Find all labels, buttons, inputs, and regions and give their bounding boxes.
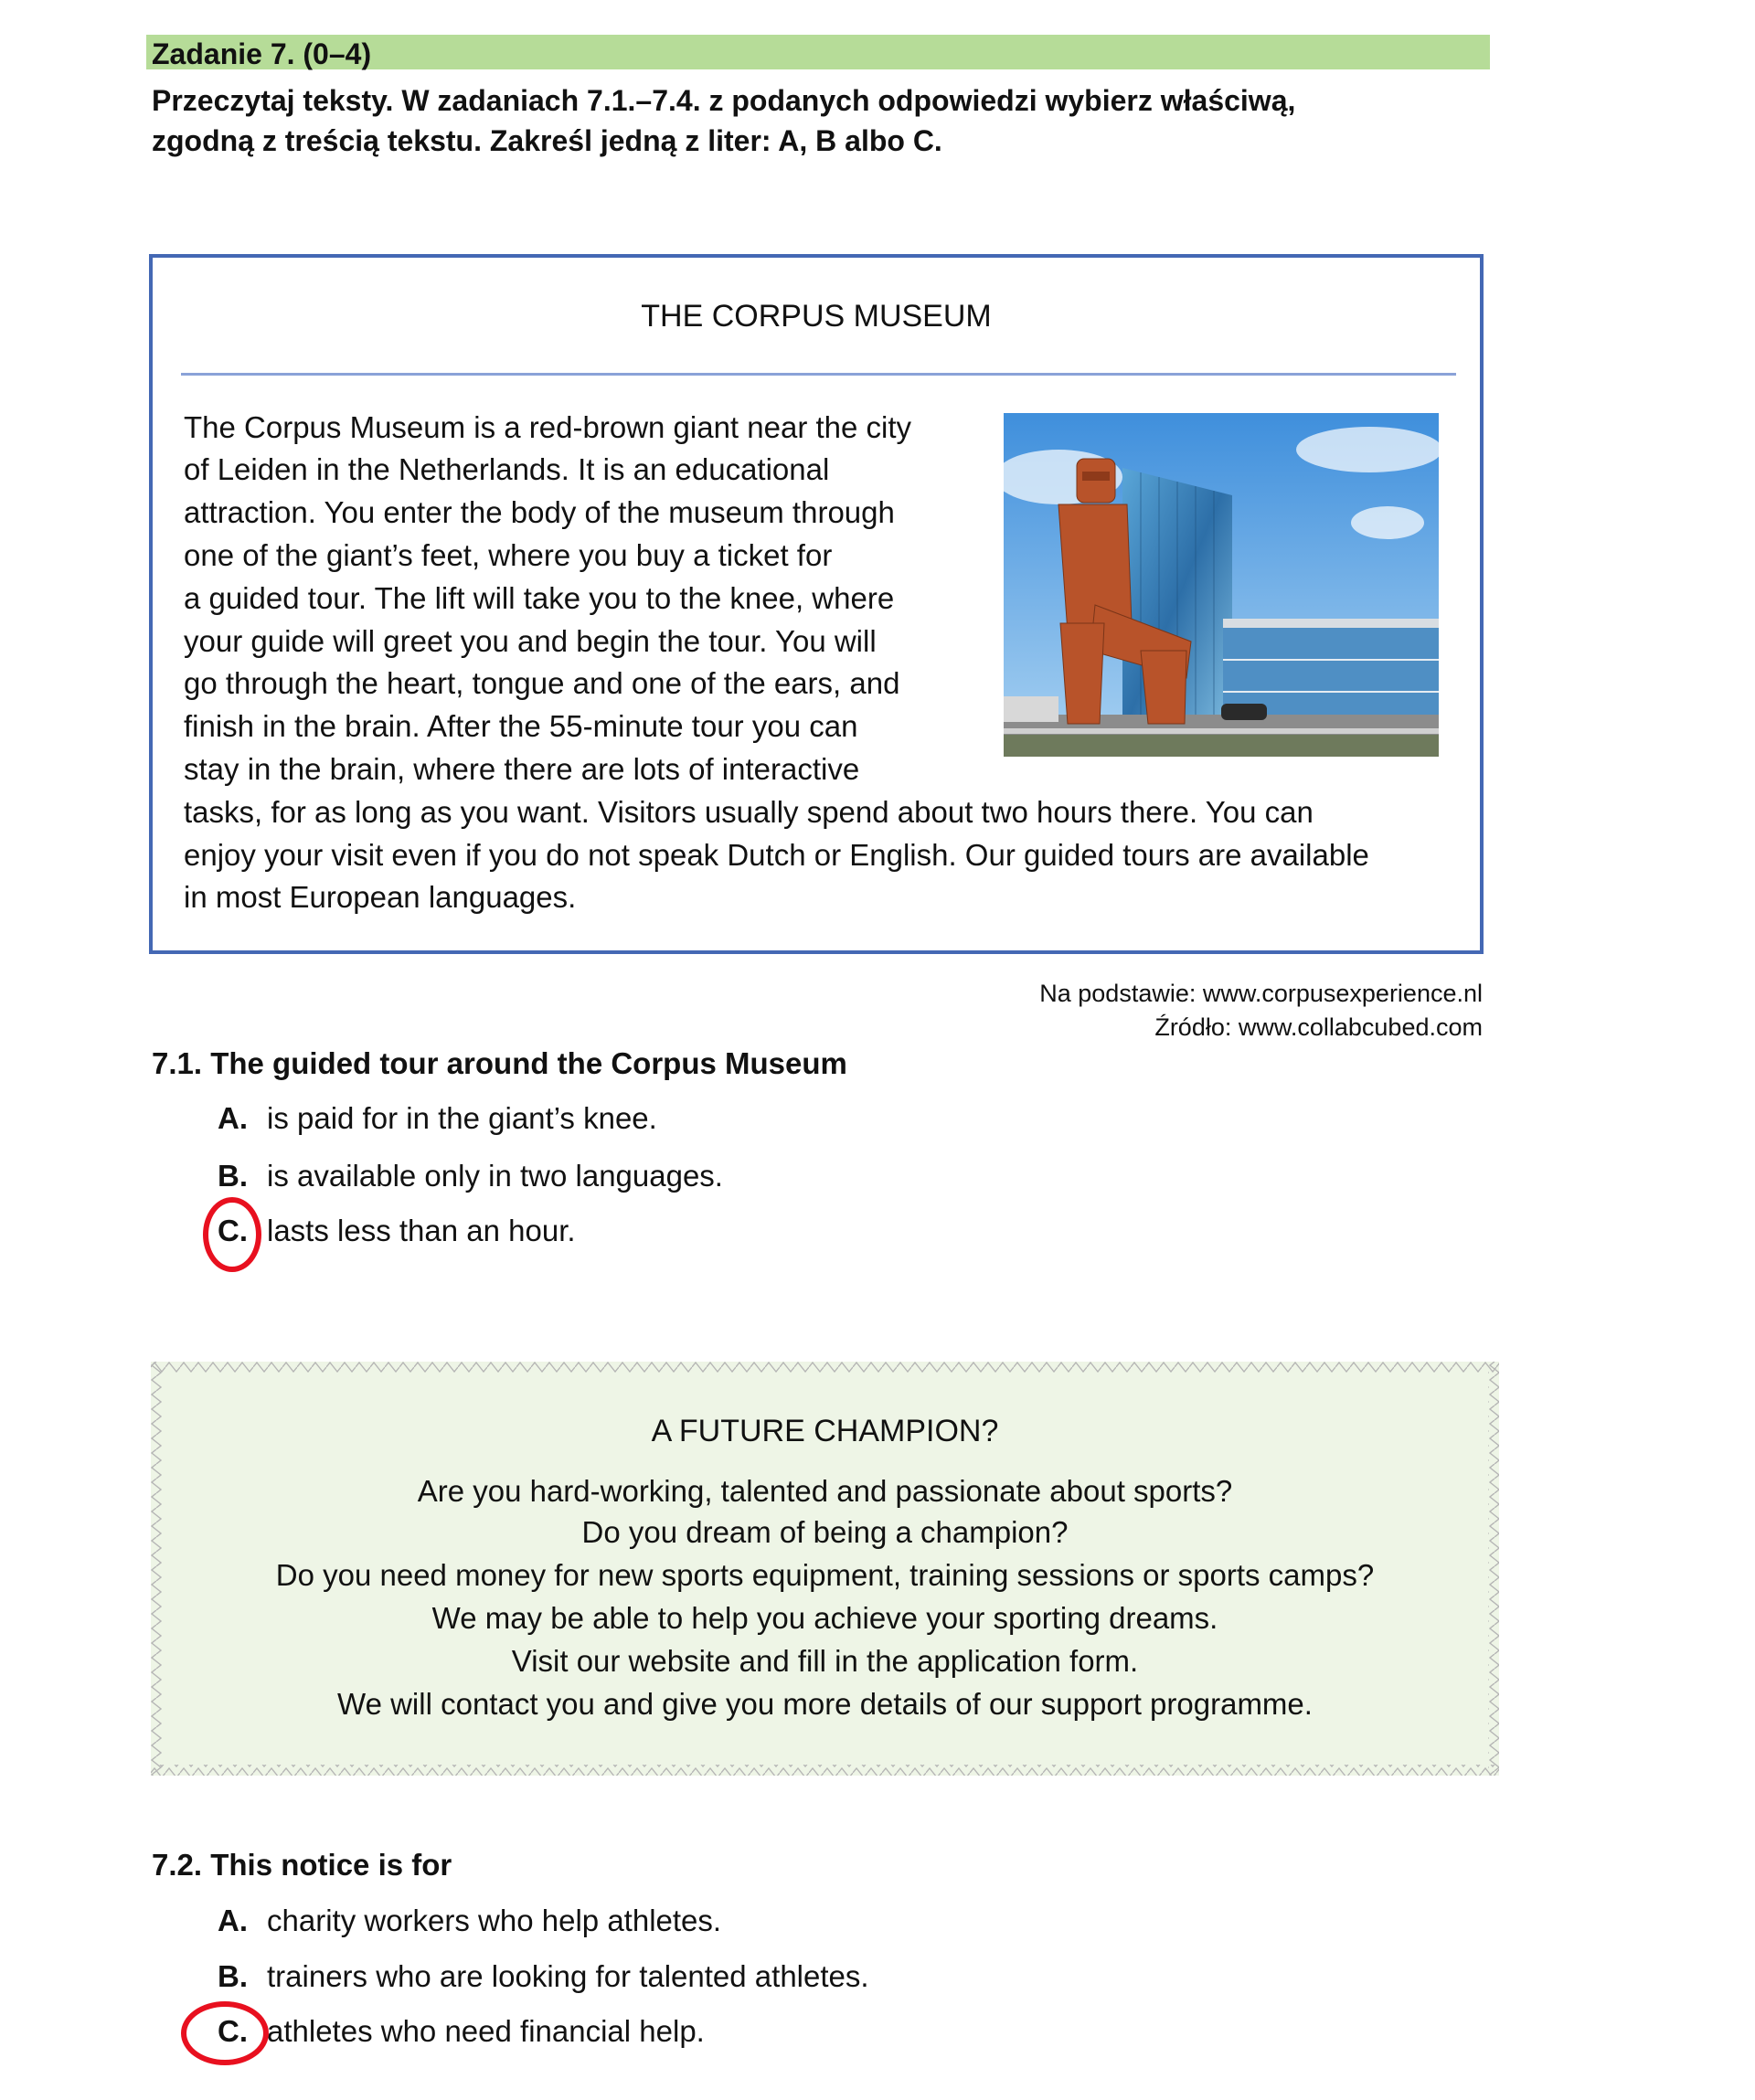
museum-text-line: your guide will greet you and begin the tour. You will: [184, 624, 877, 658]
option-letter: C.: [218, 2014, 248, 2048]
option-letter: A.: [218, 1101, 248, 1135]
notice-title: A FUTURE CHAMPION?: [651, 1414, 999, 1448]
question-7-2-option-a[interactable]: [218, 1903, 721, 1939]
question-7-1-option-b[interactable]: [218, 1158, 723, 1194]
answer-circle-mark: [181, 2001, 269, 2065]
question-7-1-option-a[interactable]: [218, 1100, 657, 1137]
option-letter: A.: [218, 1904, 248, 1937]
notice-text-line: We will contact you and give you more details of our support programme.: [337, 1687, 1313, 1721]
museum-text-line: one of the giant’s feet, where you buy a ticket for: [184, 538, 833, 572]
museum-text-line: a guided tour. The lift will take you to the knee, where: [184, 581, 895, 615]
question-7-2-option-c[interactable]: [218, 2013, 705, 2050]
task-instruction: [152, 80, 1523, 161]
question-7-2-stem: 7.2. This notice is for: [152, 1848, 452, 1882]
option-letter: B.: [218, 1159, 248, 1193]
option-text: charity workers who help athletes.: [267, 1904, 722, 1937]
instruction-line-1: Przeczytaj teksty. W zadaniach 7.1.–7.4. z podanych odpowiedzi wybierz właściwą,: [152, 84, 1296, 117]
question-7-1-stem: 7.1. The guided tour around the Corpus Museum: [152, 1046, 847, 1080]
notice-text-line: Do you dream of being a champion?: [581, 1515, 1069, 1549]
museum-text-line: The Corpus Museum is a red-brown giant near the city: [184, 410, 912, 444]
instruction-line-2: zgodną z treścią tekstu. Zakreśl jedną z liter: A, B albo C.: [152, 124, 942, 157]
notice-text-line: Are you hard-working, talented and passionate about sports?: [417, 1474, 1233, 1508]
answer-circle-mark: [203, 1197, 261, 1272]
option-text: trainers who are looking for talented athletes.: [267, 1959, 869, 1993]
museum-text-line: enjoy your visit even if you do not speak Dutch or English. Our guided tours are available: [184, 838, 1369, 872]
corpus-museum-photo-icon: [1004, 413, 1439, 757]
museum-text-line: in most European languages.: [184, 880, 577, 914]
museum-divider: [181, 373, 1456, 376]
option-text: is available only in two languages.: [267, 1159, 723, 1193]
museum-text-line: go through the heart, tongue and one of the ears, and: [184, 666, 900, 700]
option-letter: C.: [218, 1214, 248, 1247]
question-7-1-option-c[interactable]: [218, 1213, 576, 1249]
notice-text-line: Do you need money for new sports equipment, training sessions or sports camps?: [275, 1558, 1375, 1592]
museum-text-line: stay in the brain, where there are lots of interactive: [184, 752, 860, 786]
option-text: athletes who need financial help.: [267, 2014, 705, 2048]
notice-text-line: Visit our website and fill in the application form.: [511, 1644, 1139, 1678]
question-7-2-option-b[interactable]: [218, 1958, 869, 1995]
source-line-1: Na podstawie: www.corpusexperience.nl: [1039, 980, 1483, 1007]
notice-text-line: We may be able to help you achieve your sporting dreams.: [431, 1601, 1218, 1635]
museum-text-line: tasks, for as long as you want. Visitors usually spend about two hours there. You can: [184, 795, 1314, 829]
task-title: Zadanie 7. (0–4): [152, 37, 372, 70]
museum-title: THE CORPUS MUSEUM: [641, 299, 992, 334]
source-line-2: Źródło: www.collabcubed.com: [1154, 1013, 1483, 1041]
museum-text-line: of Leiden in the Netherlands. It is an educational: [184, 452, 830, 486]
option-letter: B.: [218, 1959, 248, 1993]
museum-text-line: attraction. You enter the body of the museum through: [184, 495, 895, 529]
option-text: lasts less than an hour.: [267, 1214, 576, 1247]
museum-text-line: finish in the brain. After the 55-minute tour you can: [184, 709, 858, 743]
option-text: is paid for in the giant’s knee.: [267, 1101, 657, 1135]
